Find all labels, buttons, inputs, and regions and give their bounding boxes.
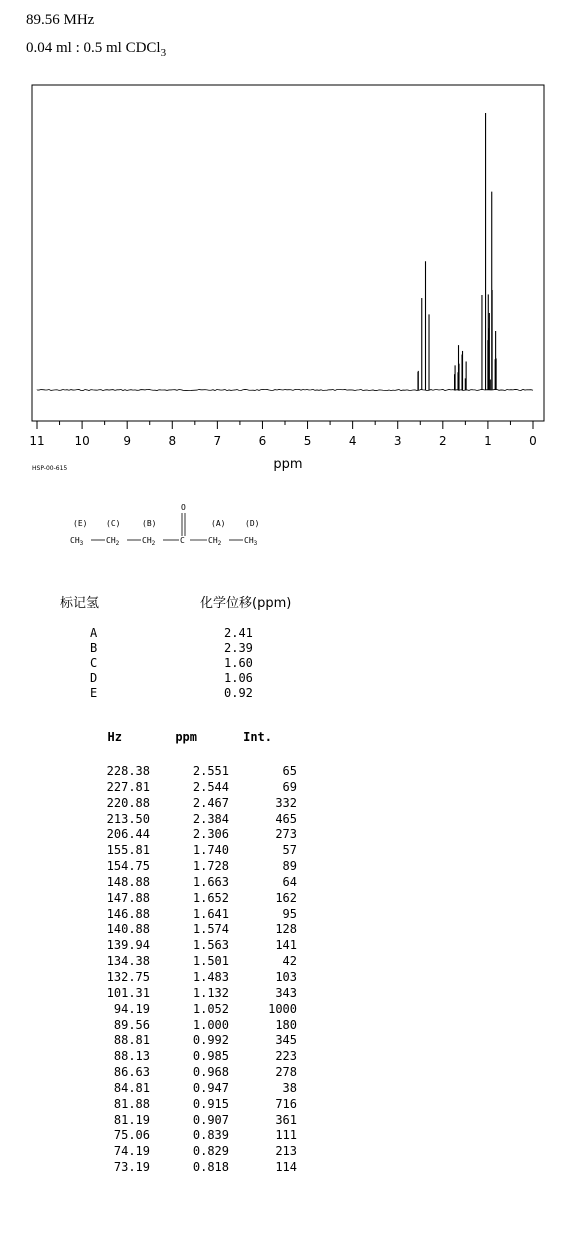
sample-subscript: 3 xyxy=(160,47,167,59)
peak-row xyxy=(80,907,297,923)
x-axis-ticks xyxy=(37,421,533,429)
peak-ppm: 0.839 xyxy=(192,1128,229,1143)
peak-row xyxy=(80,764,297,780)
peak-intensity: 69 xyxy=(282,779,297,794)
peak-hz: 94.19 xyxy=(113,1001,150,1016)
x-tick-label: 3 xyxy=(393,434,402,448)
peak-row xyxy=(80,1049,297,1065)
peak-hz: 146.88 xyxy=(106,906,150,921)
spectrometer-frequency: 89.56 MHz xyxy=(26,12,95,28)
col-hz: Hz xyxy=(107,730,122,744)
peak-ppm: 1.652 xyxy=(192,890,229,905)
peak-hz: 75.06 xyxy=(113,1128,150,1143)
peak-intensity: 64 xyxy=(282,874,297,889)
peak-intensity: 361 xyxy=(275,1112,297,1127)
x-tick-label: 0 xyxy=(529,434,537,448)
assignment-row xyxy=(90,671,284,686)
peak-hz: 140.88 xyxy=(106,922,150,937)
assignment-row xyxy=(90,686,284,701)
svg-text:CH2: $CH_2$ xyxy=(142,536,156,547)
peak-intensity: 103 xyxy=(275,969,297,984)
x-axis-label: ppm xyxy=(273,457,303,472)
peak-intensity: 141 xyxy=(275,938,297,953)
peak-ppm: 1.740 xyxy=(192,843,229,858)
label-a: (A) xyxy=(211,519,226,528)
peak-hz: 227.81 xyxy=(106,779,150,794)
svg-text:CH3: $CH_3$ xyxy=(244,536,258,547)
assignment-row xyxy=(90,656,284,671)
peak-row xyxy=(80,1144,297,1160)
peak-intensity: 89 xyxy=(282,859,297,874)
peak-ppm: 1.563 xyxy=(192,938,229,953)
col-ppm: ppm xyxy=(175,730,197,744)
peak-row xyxy=(80,780,297,796)
group-4 xyxy=(180,536,185,545)
peak-hz: 155.81 xyxy=(106,843,150,858)
assign-header-label: 标记氢 xyxy=(60,596,100,611)
group-5 xyxy=(208,536,222,547)
x-axis-tick-labels xyxy=(29,434,536,448)
plot-frame xyxy=(32,85,544,421)
assignment-label: C xyxy=(90,656,98,670)
peak-row xyxy=(80,843,297,859)
sample-composition xyxy=(26,40,166,59)
spectrum-code: HSP-00-615 xyxy=(32,465,68,472)
label-b: (B) xyxy=(142,519,157,528)
peak-ppm: 0.968 xyxy=(192,1065,229,1080)
peak-table-body xyxy=(80,764,297,1176)
peak-hz: 73.19 xyxy=(113,1160,150,1175)
peak-ppm: 2.551 xyxy=(192,764,229,778)
peak-row xyxy=(80,938,297,954)
peak-ppm: 1.574 xyxy=(192,922,229,937)
peak-ppm: 1.501 xyxy=(192,954,229,969)
spectrum-peaks xyxy=(418,113,496,390)
peak-ppm: 0.947 xyxy=(192,1080,229,1095)
peak-intensity: 38 xyxy=(282,1080,297,1095)
peak-hz: 213.50 xyxy=(106,811,150,826)
peak-table-header xyxy=(80,730,297,746)
peak-intensity: 345 xyxy=(275,1033,297,1048)
peak-row xyxy=(80,875,297,891)
peak-ppm: 0.915 xyxy=(192,1096,229,1111)
peak-row xyxy=(80,954,297,970)
sample-text: 0.04 ml : 0.5 ml CDCl xyxy=(26,40,161,56)
peak-intensity: 95 xyxy=(282,906,297,921)
assignment-label: E xyxy=(90,686,98,700)
peak-row xyxy=(80,891,297,907)
assignment-label: A xyxy=(90,626,98,640)
assignment-shift: 1.06 xyxy=(224,671,253,685)
svg-text:C: C xyxy=(180,536,185,545)
x-tick-label: 2 xyxy=(438,434,447,448)
peak-intensity: 213 xyxy=(275,1144,297,1159)
x-tick-label: 1 xyxy=(484,434,492,448)
peak-hz: 148.88 xyxy=(106,874,150,889)
x-tick-label: 9 xyxy=(123,434,132,448)
peak-intensity: 716 xyxy=(275,1096,297,1111)
group-6 xyxy=(244,536,258,547)
peak-hz: 84.81 xyxy=(113,1080,150,1095)
peak-intensity: 128 xyxy=(275,922,297,937)
assignment-shift: 2.39 xyxy=(224,641,253,655)
assignment-shift: 1.60 xyxy=(224,656,253,670)
peak-hz: 81.88 xyxy=(113,1096,150,1111)
peak-hz: 154.75 xyxy=(106,859,150,874)
x-tick-label: 8 xyxy=(168,434,177,448)
x-tick-label: 7 xyxy=(213,434,222,448)
peak-intensity: 273 xyxy=(275,827,297,842)
peak-row xyxy=(80,1097,297,1113)
peak-row xyxy=(80,922,297,938)
svg-text:CH2: $CH_2$ xyxy=(106,536,120,547)
group-2 xyxy=(106,536,120,547)
label-d: (D) xyxy=(245,519,260,528)
peak-ppm: 1.000 xyxy=(192,1017,229,1032)
peak-intensity: 57 xyxy=(282,843,297,858)
peak-row xyxy=(80,827,297,843)
x-tick-label: 4 xyxy=(348,434,357,448)
x-tick-label: 10 xyxy=(74,434,90,448)
peak-hz: 101.31 xyxy=(106,985,150,1000)
peak-intensity: 42 xyxy=(282,954,297,969)
peak-hz: 88.81 xyxy=(113,1033,150,1048)
peak-intensity: 162 xyxy=(275,890,297,905)
peak-ppm: 1.483 xyxy=(192,969,229,984)
peak-row xyxy=(80,986,297,1002)
peak-intensity: 343 xyxy=(275,985,297,1000)
peak-hz: 86.63 xyxy=(113,1065,150,1080)
peak-hz: 74.19 xyxy=(113,1144,150,1159)
assignment-label: B xyxy=(90,641,98,655)
peak-row xyxy=(80,1160,297,1176)
peak-table xyxy=(80,730,297,1176)
assignment-shift: 0.92 xyxy=(224,686,253,700)
assignment-label: D xyxy=(90,671,98,685)
peak-ppm: 1.641 xyxy=(192,906,229,921)
x-tick-label: 11 xyxy=(29,434,45,448)
peak-hz: 88.13 xyxy=(113,1049,150,1064)
peak-row xyxy=(80,1113,297,1129)
label-e: (E) xyxy=(73,519,88,528)
x-tick-label: 6 xyxy=(258,434,267,448)
peak-intensity: 465 xyxy=(275,811,297,826)
assignment-row xyxy=(90,626,284,641)
assign-header-shift: 化学位移(ppm) xyxy=(200,596,292,611)
peak-row xyxy=(80,970,297,986)
peak-intensity: 223 xyxy=(275,1049,297,1064)
peak-ppm: 2.306 xyxy=(192,827,229,842)
peak-ppm: 0.907 xyxy=(192,1112,229,1127)
peak-row xyxy=(80,859,297,875)
peak-ppm: 1.132 xyxy=(192,985,229,1000)
peak-hz: 139.94 xyxy=(106,938,150,953)
peak-ppm: 0.829 xyxy=(192,1144,229,1159)
peak-ppm: 0.818 xyxy=(192,1160,229,1175)
peak-intensity: 180 xyxy=(275,1017,297,1032)
peak-ppm: 1.052 xyxy=(192,1001,229,1016)
peak-intensity: 65 xyxy=(282,764,297,778)
peak-hz: 89.56 xyxy=(113,1017,150,1032)
svg-text:CH2: $CH_2$ xyxy=(208,536,222,547)
assignment-shift: 2.41 xyxy=(224,626,253,640)
peak-ppm: 1.728 xyxy=(192,859,229,874)
peak-intensity: 111 xyxy=(275,1128,297,1143)
peak-ppm: 2.544 xyxy=(192,779,229,794)
peak-intensity: 114 xyxy=(275,1160,297,1175)
peak-row xyxy=(80,1065,297,1081)
peak-intensity: 332 xyxy=(275,795,297,810)
col-int: Int. xyxy=(243,730,272,744)
group-3 xyxy=(142,536,156,547)
peak-ppm: 2.384 xyxy=(192,811,229,826)
label-c: (C) xyxy=(106,519,121,528)
peak-row xyxy=(80,796,297,812)
peak-hz: 228.38 xyxy=(106,764,150,778)
oxygen-atom: O xyxy=(181,503,186,512)
peak-ppm: 0.992 xyxy=(192,1033,229,1048)
group-1 xyxy=(70,536,84,547)
peak-hz: 132.75 xyxy=(106,969,150,984)
molecule-structure xyxy=(0,498,570,558)
peak-row xyxy=(80,1128,297,1144)
peak-hz: 206.44 xyxy=(106,827,150,842)
peak-row xyxy=(80,1081,297,1097)
peak-ppm: 2.467 xyxy=(192,795,229,810)
peak-hz: 81.19 xyxy=(113,1112,150,1127)
assignment-table xyxy=(90,626,284,701)
peak-ppm: 0.985 xyxy=(192,1049,229,1064)
peak-hz: 134.38 xyxy=(106,954,150,969)
peak-row xyxy=(80,812,297,828)
peak-row xyxy=(80,1033,297,1049)
peak-hz: 147.88 xyxy=(106,890,150,905)
peak-ppm: 1.663 xyxy=(192,874,229,889)
peak-hz: 220.88 xyxy=(106,795,150,810)
peak-row xyxy=(80,1002,297,1018)
peak-intensity: 278 xyxy=(275,1065,297,1080)
assignment-row xyxy=(90,641,284,656)
nmr-spectrum-chart xyxy=(0,80,570,480)
x-tick-label: 5 xyxy=(303,434,312,448)
peak-row xyxy=(80,1018,297,1034)
peak-intensity: 1000 xyxy=(268,1001,297,1016)
svg-text:CH3: $CH_3$ xyxy=(70,536,84,547)
